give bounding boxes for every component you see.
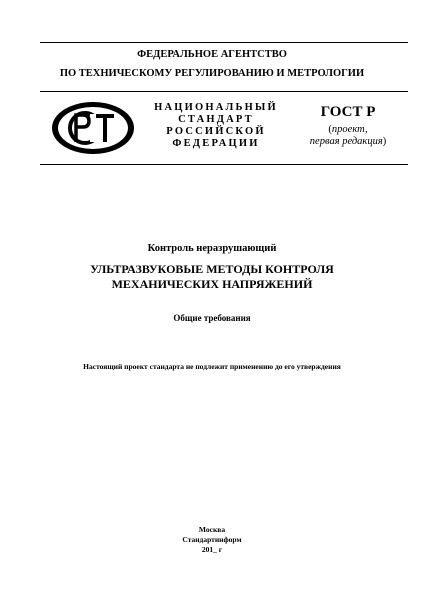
subtitle: Контроль неразрушающий [147,243,277,254]
gost-draft-note [300,124,396,148]
footer-publisher: Стандартинформ [182,535,242,544]
rst-logo [50,100,136,156]
edition-label: первая редакция [309,136,383,147]
agency-line-1: ФЕДЕРАЛЬНОЕ АГЕНТСТВО [137,49,287,60]
main-title-line-2: МЕХАНИЧЕСКИХ НАПРЯЖЕНИЙ [111,277,313,291]
rst-logo-icon [50,100,136,156]
top-rule [40,42,408,43]
gost-code: ГОСТ Р [320,104,376,120]
standard-line-4: ФЕДЕРАЦИИ [172,138,260,149]
standard-line-2: СТАНДАРТ [178,114,254,125]
agency-line-2: ПО ТЕХНИЧЕСКОМУ РЕГУЛИРОВАНИЮ И МЕТРОЛОГИИ [59,68,365,79]
draft-label: проект, [331,124,368,135]
standard-line-1: НАЦИОНАЛЬНЫЙ [154,102,278,113]
header-rule [40,91,408,92]
paren-close: ) [382,136,387,147]
main-title-line-1: УЛЬТРАЗВУКОВЫЕ МЕТОДЫ КОНТРОЛЯ [90,262,334,276]
paren-open: ( [328,124,332,135]
standard-line-3: РОССИЙСКОЙ [166,126,266,137]
requirements-label: Общие требования [173,313,251,323]
masthead-rule [40,164,408,165]
footer-city: Москва [198,525,226,534]
footer-year: 201_ г [201,545,223,554]
approval-notice: Настоящий проект стандарта не подлежит применению до его утверждения [83,362,341,371]
